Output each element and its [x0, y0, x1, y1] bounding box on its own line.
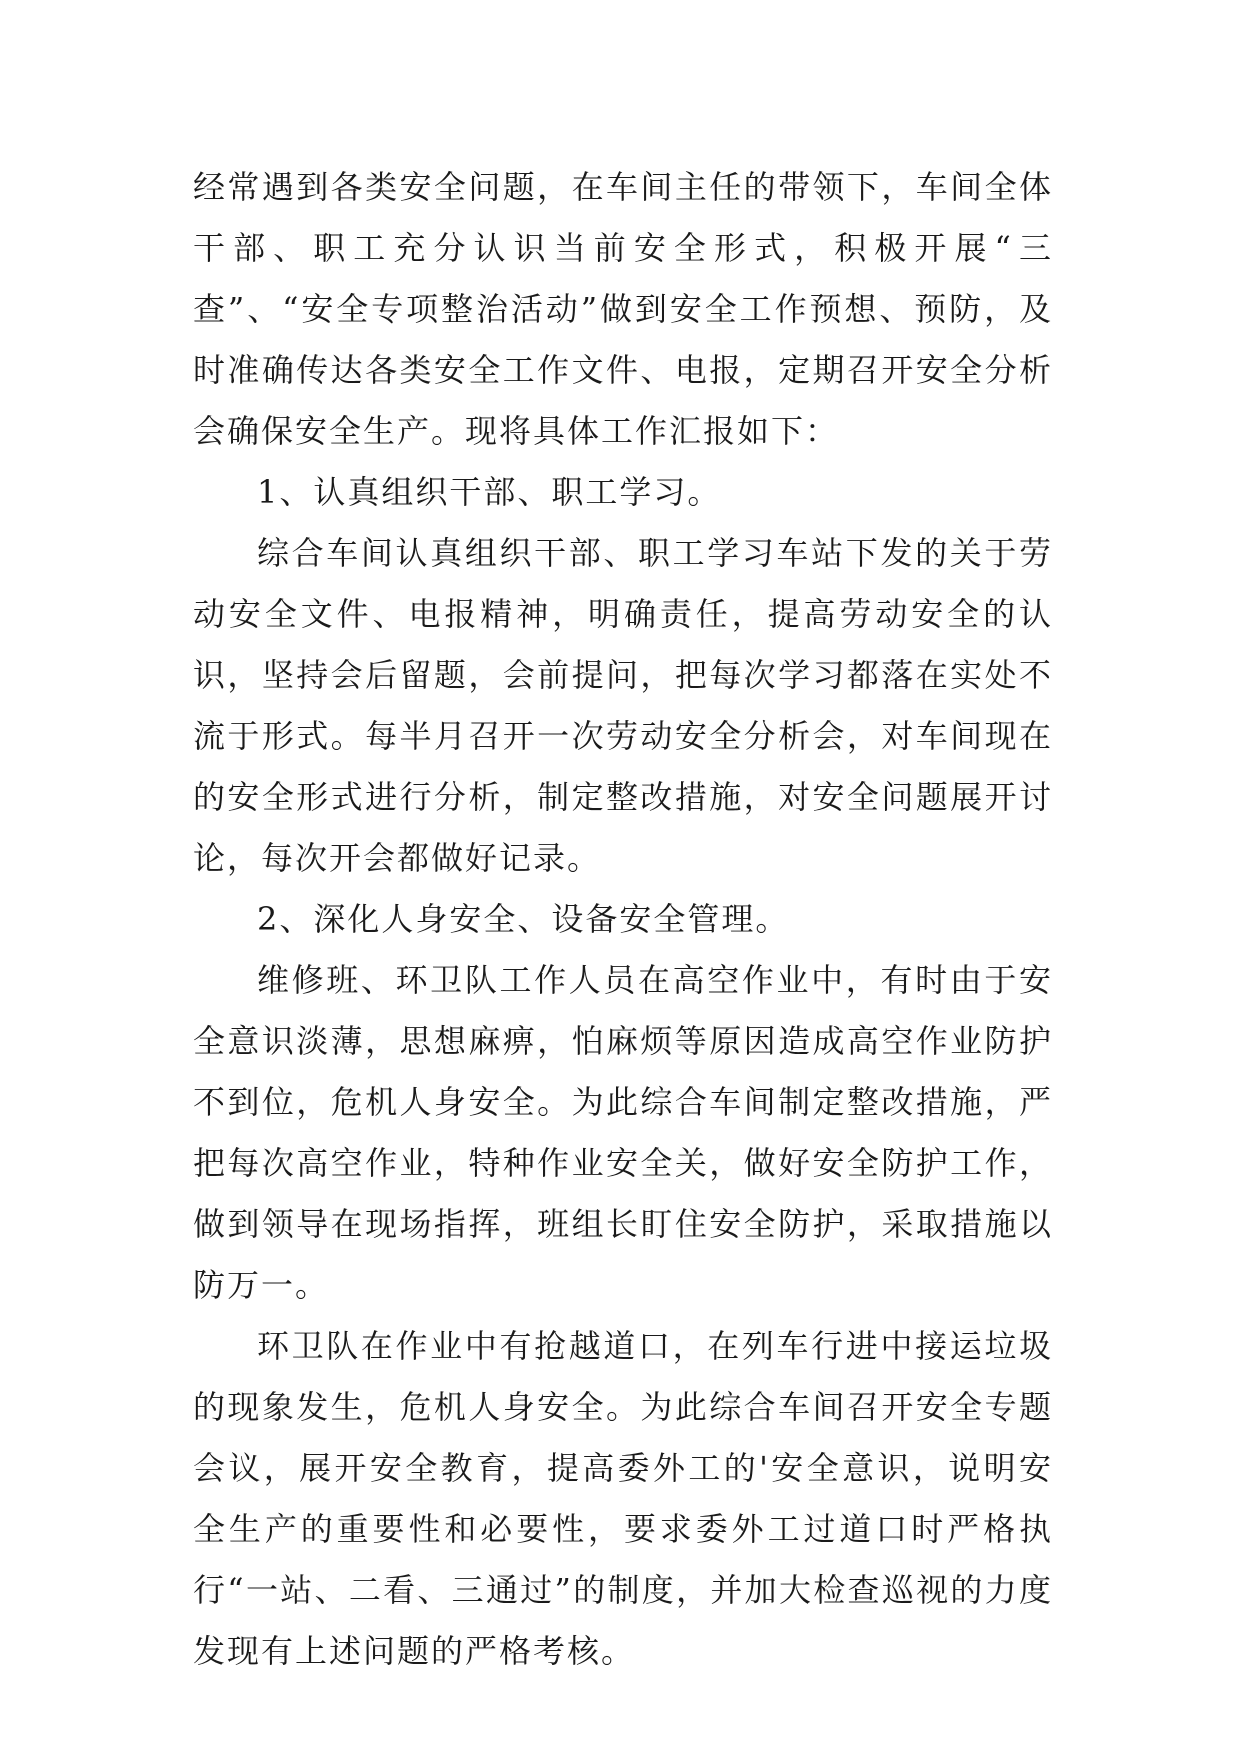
paragraph-study: 综合车间认真组织干部、职工学习车站下发的关于劳动安全文件、电报精神，明确责任，提高劳动安全的认识，坚持会后留题，会前提问，把每次学习都落在实处不流于形式。每半月召开一次劳动安全分析会，对车间现在的安全形式进行分析，制定整改措施，对安全问题展开讨论，每次开会都做好记录。: [193, 534, 1053, 877]
paragraph-high-altitude: 维修班、环卫队工作人员在高空作业中，有时由于安全意识淡薄，思想麻痹，怕麻烦等原因造成高空作业防护不到位，危机人身安全。为此综合车间制定整改措施，严把每次高空作业，特种作业安全关，做好安全防护工作，做到领导在现场指挥，班组长盯住安全防护，采取措施以防万一。: [193, 961, 1053, 1304]
document-body: [193, 157, 1053, 1682]
paragraph-intro: 经常遇到各类安全问题，在车间主任的带领下，车间全体干部、职工充分认识当前安全形式，积极开展“三查”、“安全专项整治活动”做到安全工作预想、预防，及时准确传达各类安全工作文件、电报，定期召开安全分析会确保安全生产。现将具体工作汇报如下：: [193, 168, 1053, 450]
paragraph-sanitation: 环卫队在作业中有抢越道口，在列车行进中接运垃圾的现象发生，危机人身安全。为此综合车间召开安全专题会议，展开安全教育，提高委外工的'安全意识，说明安全生产的重要性和必要性，要求委外工过道口时严格执行“一站、二看、三通过”的制度，并加大检查巡视的力度发现有上述问题的严格考核。: [193, 1327, 1053, 1670]
section-heading-2: 2、深化人身安全、设备安全管理。: [257, 900, 790, 938]
section-heading-1: 1、认真组织干部、职工学习。: [257, 473, 722, 511]
